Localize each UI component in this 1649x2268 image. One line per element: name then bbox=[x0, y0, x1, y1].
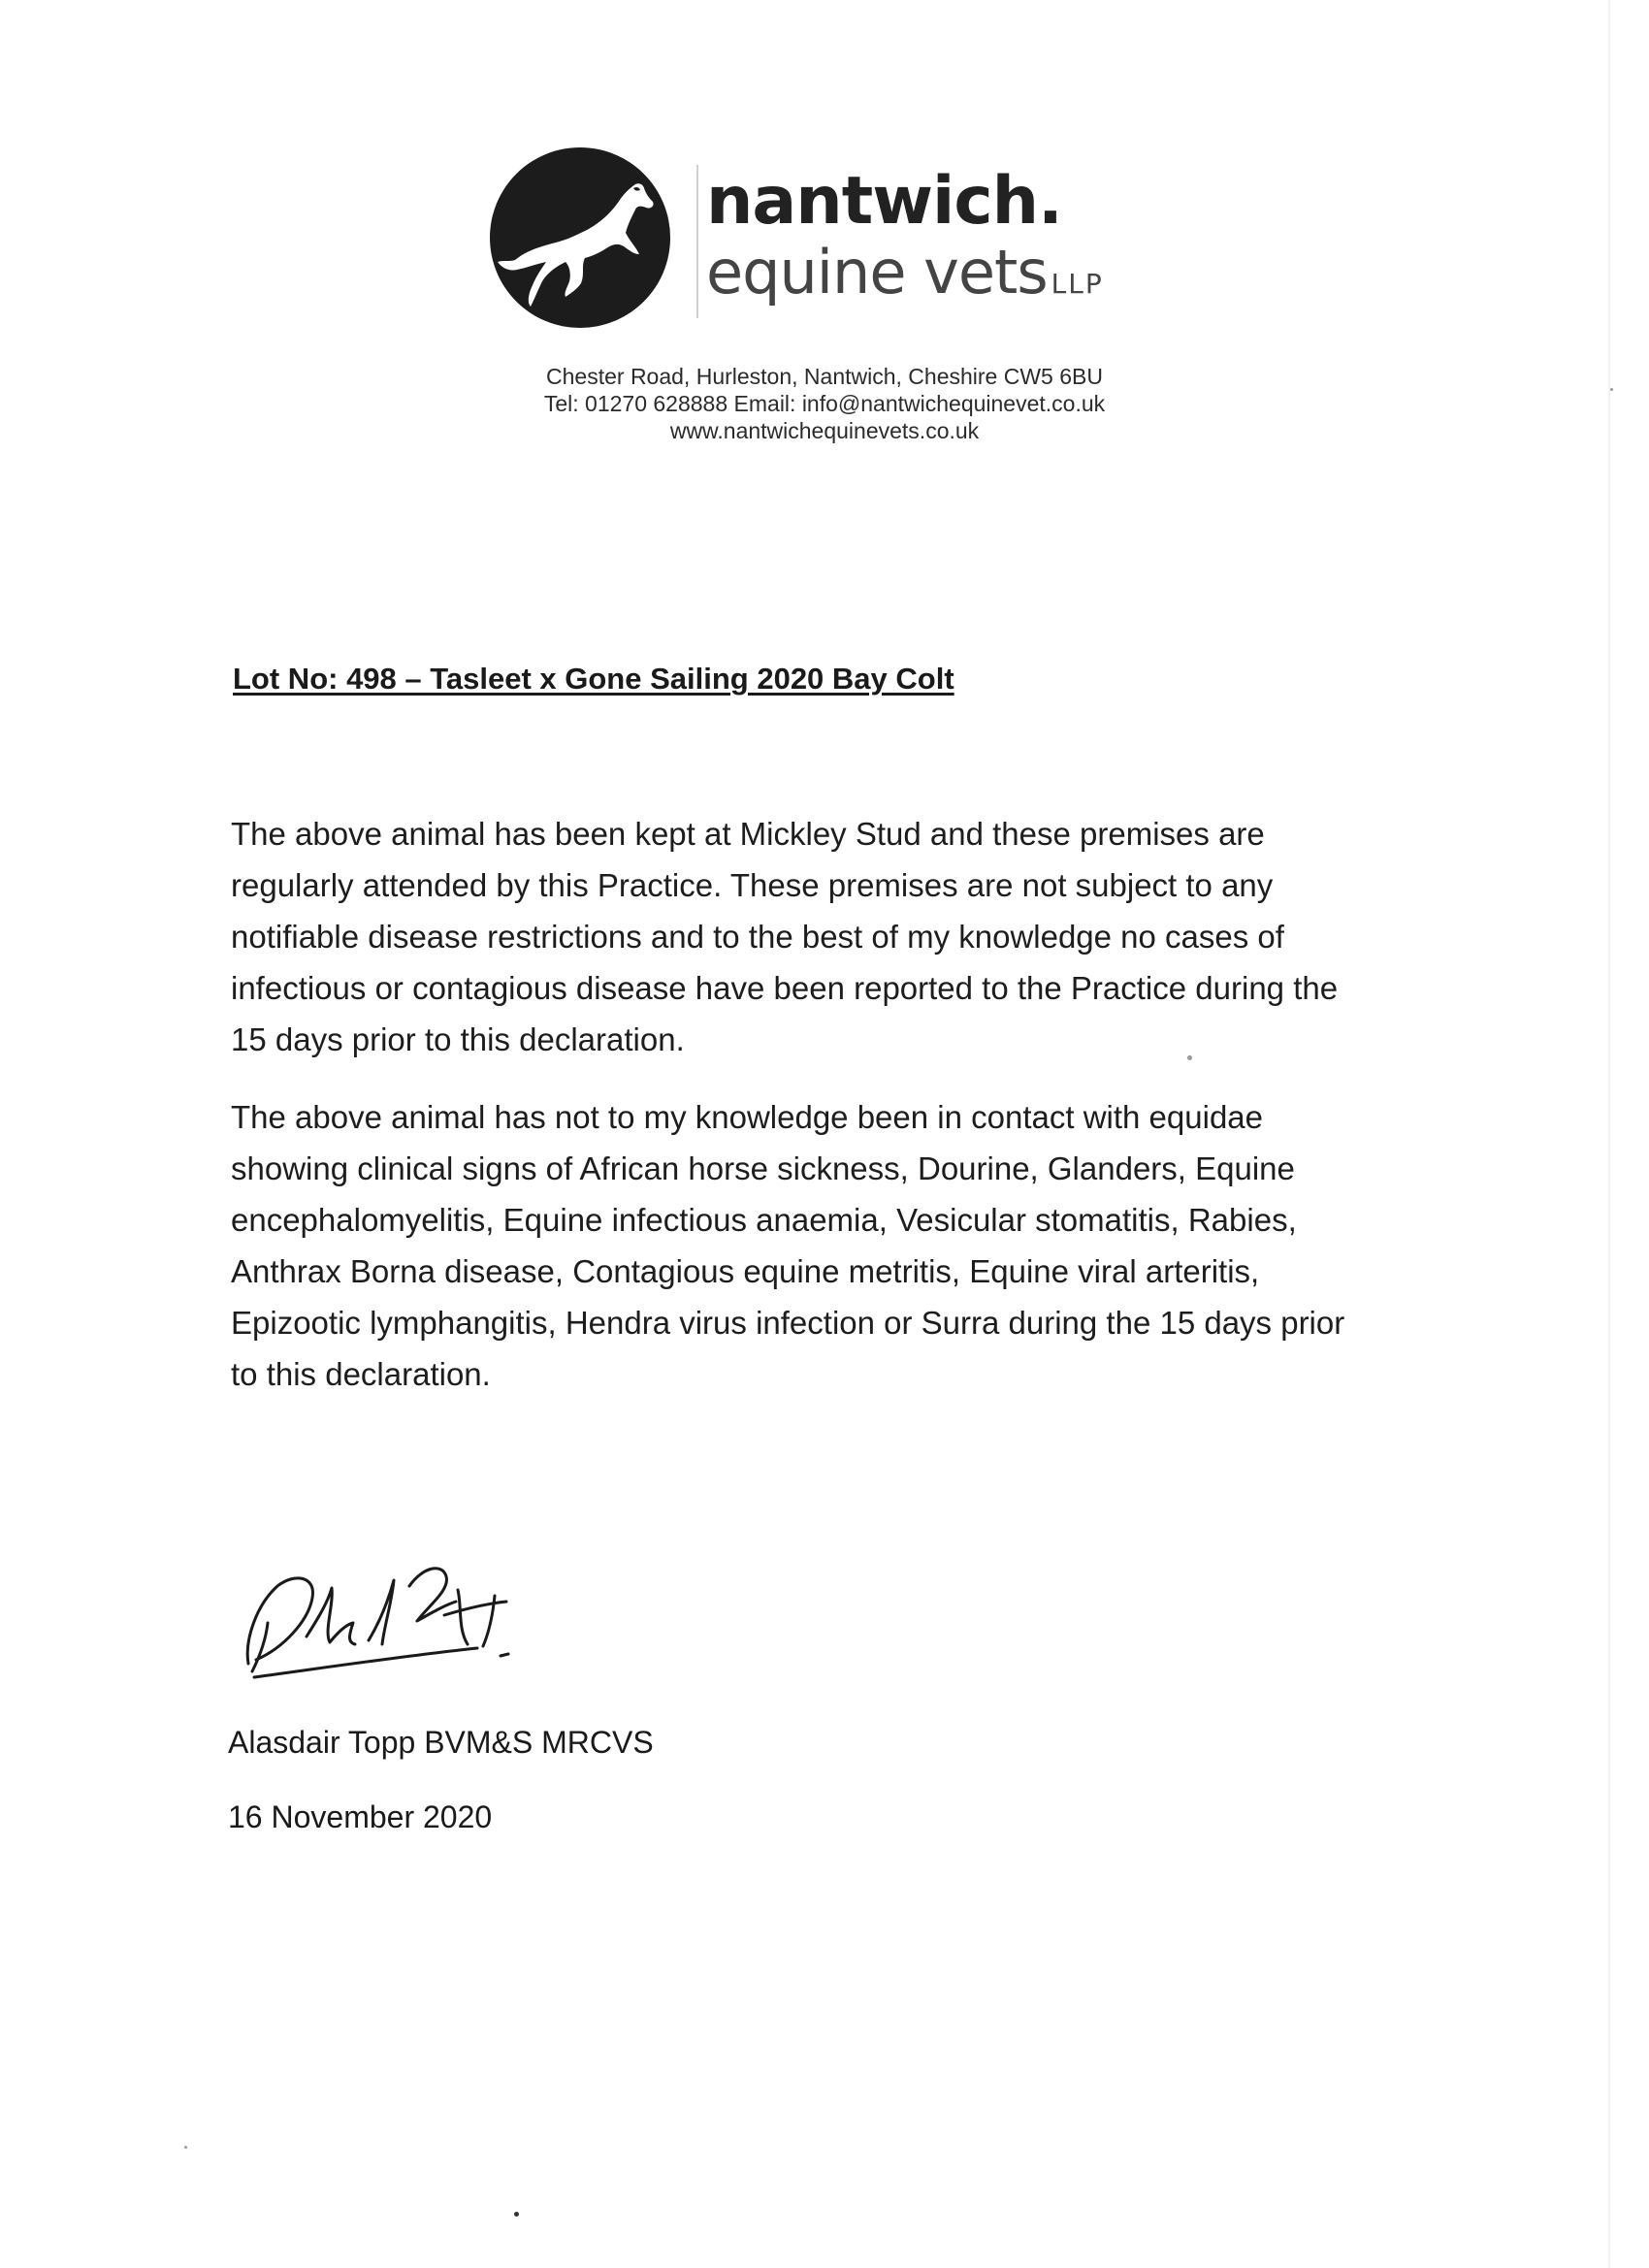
practice-website: www.nantwichequinevets.co.uk bbox=[669, 418, 980, 443]
scan-speck bbox=[184, 2146, 187, 2149]
logo-line-1: nantwich. bbox=[706, 163, 1062, 240]
scan-speck bbox=[514, 2212, 519, 2217]
paragraph-line: 15 days prior to this declaration. bbox=[231, 1021, 685, 1057]
paragraph-line: infectious or contagious disease have been reported to the Practice during the bbox=[231, 970, 1339, 1006]
paragraph-line: Anthrax Borna disease, Contagious equine metritis, Equine viral arteritis, bbox=[231, 1253, 1260, 1289]
lot-heading: Lot No: 498 – Tasleet x Gone Sailing 2020 Bay Colt bbox=[233, 662, 954, 696]
scan-speck bbox=[1610, 388, 1613, 391]
logo-line-2-text: equine vets bbox=[706, 237, 1048, 308]
logo-suffix: LLP bbox=[1051, 268, 1104, 300]
paragraph-line: regularly attended by this Practice. These premises are not subject to any bbox=[231, 867, 1274, 903]
logo-line-2 bbox=[706, 239, 1104, 318]
logo-wordmark bbox=[696, 165, 1104, 318]
declaration-date: 16 November 2020 bbox=[228, 1799, 493, 1834]
handwritten-signature bbox=[239, 1547, 520, 1683]
paragraph-line: The above animal has not to my knowledge been in contact with equidae bbox=[231, 1099, 1264, 1135]
practice-logo bbox=[488, 146, 1128, 330]
paragraph-contact-diseases bbox=[231, 1091, 1434, 1400]
paragraph-premises bbox=[231, 808, 1434, 1065]
signatory-name: Alasdair Topp BVM&S MRCVS bbox=[228, 1725, 654, 1760]
horse-logo-icon bbox=[488, 146, 672, 330]
paragraph-line: encephalomyelitis, Equine infectious anaemia, Vesicular stomatitis, Rabies, bbox=[231, 1202, 1297, 1238]
scan-speck bbox=[1187, 1055, 1192, 1060]
paragraph-line: showing clinical signs of African horse sickness, Dourine, Glanders, Equine bbox=[231, 1150, 1295, 1186]
practice-address-block bbox=[340, 363, 1310, 444]
paragraph-line: notifiable disease restrictions and to the best of my knowledge no cases of bbox=[231, 919, 1284, 955]
practice-address: Chester Road, Hurleston, Nantwich, Cheshire CW5 6BU bbox=[546, 364, 1103, 389]
scan-edge bbox=[1608, 0, 1610, 2268]
paragraph-line: The above animal has been kept at Mickley Stud and these premises are bbox=[231, 816, 1265, 852]
practice-contact: Tel: 01270 628888 Email: info@nantwichequinevet.co.uk bbox=[543, 391, 1106, 416]
paragraph-line: Epizootic lymphangitis, Hendra virus infection or Surra during the 15 days prior bbox=[231, 1305, 1345, 1341]
paragraph-line: to this declaration. bbox=[231, 1356, 491, 1392]
